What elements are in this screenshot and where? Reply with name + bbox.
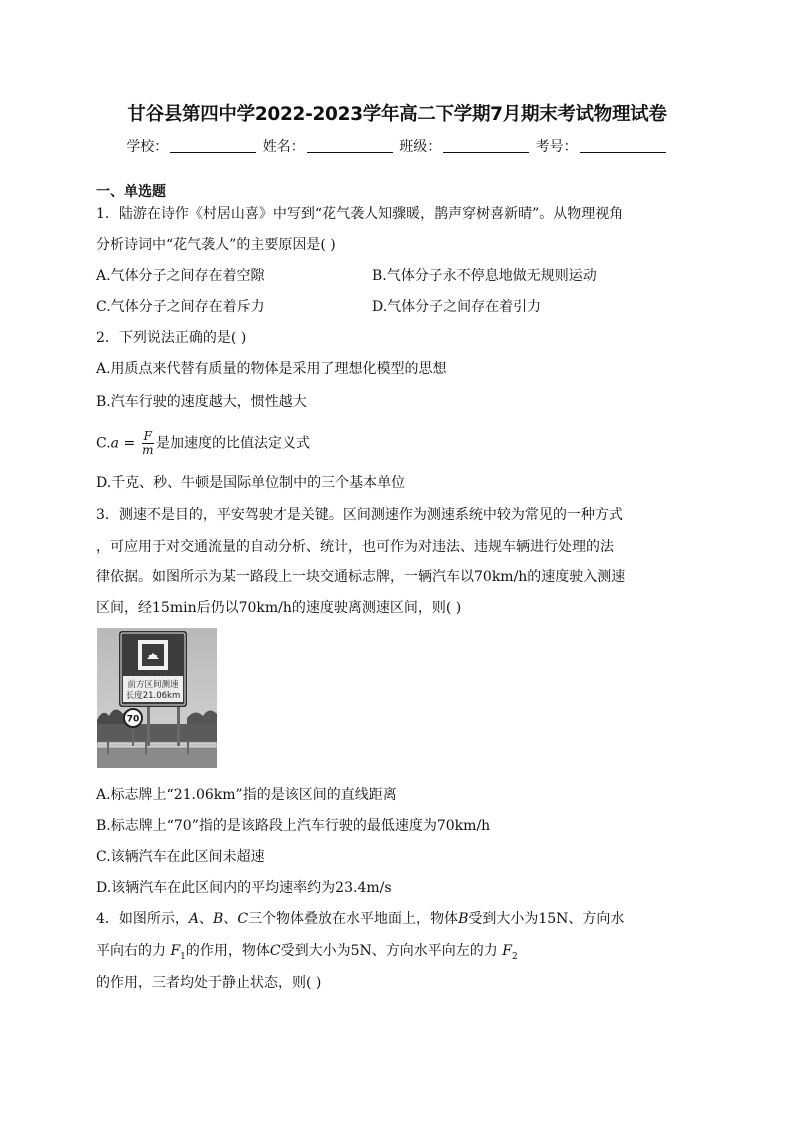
- name-label: 姓名：: [262, 139, 305, 155]
- q3-option-c: C.该辆汽车在此区间未超速: [96, 849, 265, 865]
- q1-option-a: A.气体分子之间存在着空隙: [96, 268, 265, 284]
- q2-option-a: A.用质点来代替有质量的物体是采用了理想化模型的思想: [96, 361, 447, 377]
- formula-fraction: $\frac{F}{m}$: [142, 429, 154, 457]
- number-blank[interactable]: [580, 140, 666, 153]
- q1-option-b: B.气体分子永不停息地做无规则运动: [372, 268, 597, 284]
- q1-option-d: D.气体分子之间存在着引力: [372, 299, 542, 315]
- school-label: 学校：: [126, 139, 169, 155]
- q3-stem-line2: ，可应用于对交通流量的自动分析、统计，也可作为对违法、违规车辆进行处理的法: [96, 539, 614, 555]
- school-blank[interactable]: [170, 140, 256, 153]
- q2-option-b: B.汽车行驶的速度越大，惯性越大: [96, 394, 307, 410]
- q3-option-b: B.标志牌上“70”指的是该路段上汽车行驶的最低速度为70km/h: [96, 818, 491, 834]
- sign-text-line1: 前方区间测速: [127, 680, 179, 690]
- number-label: 考号：: [535, 139, 578, 155]
- sign-text-line2: 长度21.06km: [125, 691, 181, 701]
- q1-stem-line1: 1．陆游在诗作《村居山喜》中写到“花气袭人知骤暖，鹊声穿树喜新晴”。从物理视角: [96, 206, 624, 222]
- q1-stem-line2: 分析诗词中“花气袭人”的主要原因是( ): [96, 237, 336, 253]
- formula-a: a: [110, 435, 120, 452]
- class-blank[interactable]: [443, 140, 529, 153]
- q3-option-a: A.标志牌上“21.06km”指的是该区间的直线距离: [96, 787, 397, 803]
- class-label: 班级：: [399, 139, 442, 155]
- q4-stem-line3: 的作用，三者均处于静止状态，则( ): [96, 975, 322, 991]
- traffic-sign-illustration: [97, 628, 217, 768]
- q2-option-c: C.a = $\frac{F}{m}$ 是加速度的比值法定义式: [96, 429, 310, 457]
- q1-option-c: C.气体分子之间存在着斥力: [96, 299, 265, 315]
- q4-stem-line2: 平向右的力 $F_1$的作用，物体C受到大小为5N、方向水平向左的力 $F_2$: [96, 943, 518, 962]
- traffic-sign-photo: [97, 628, 217, 768]
- name-blank[interactable]: [307, 140, 393, 153]
- q3-stem-line3: 律依据。如图所示为某一路段上一块交通标志牌，一辆汽车以70km/h的速度驶入测速: [96, 569, 626, 585]
- q3-option-d: D.该辆汽车在此区间内的平均速率约为23.4m/s: [96, 880, 392, 896]
- speed-limit-number: 70: [126, 714, 140, 725]
- q2-stem: 2．下列说法正确的是( ): [96, 330, 247, 346]
- q4-stem-line1: 4．如图所示，A、B、C三个物体叠放在水平地面上，物体B受到大小为15N、方向水: [96, 911, 625, 927]
- q2-option-d: D.千克、秒、牛顿是国际单位制中的三个基本单位: [96, 475, 406, 491]
- q3-stem-line1: 3．测速不是目的，平安驾驶才是关键。区间测速作为测速系统中较为常见的一种方式: [96, 507, 623, 523]
- student-info-row: [0, 136, 794, 156]
- q3-stem-line4: 区间，经15min后仍以70km/h的速度驶离测速区间，则( ): [96, 600, 462, 616]
- exam-title: 甘谷县第四中学2022-2023学年高二下学期7月期末考试物理试卷: [127, 104, 667, 125]
- section-heading: 一、单选题: [96, 184, 166, 200]
